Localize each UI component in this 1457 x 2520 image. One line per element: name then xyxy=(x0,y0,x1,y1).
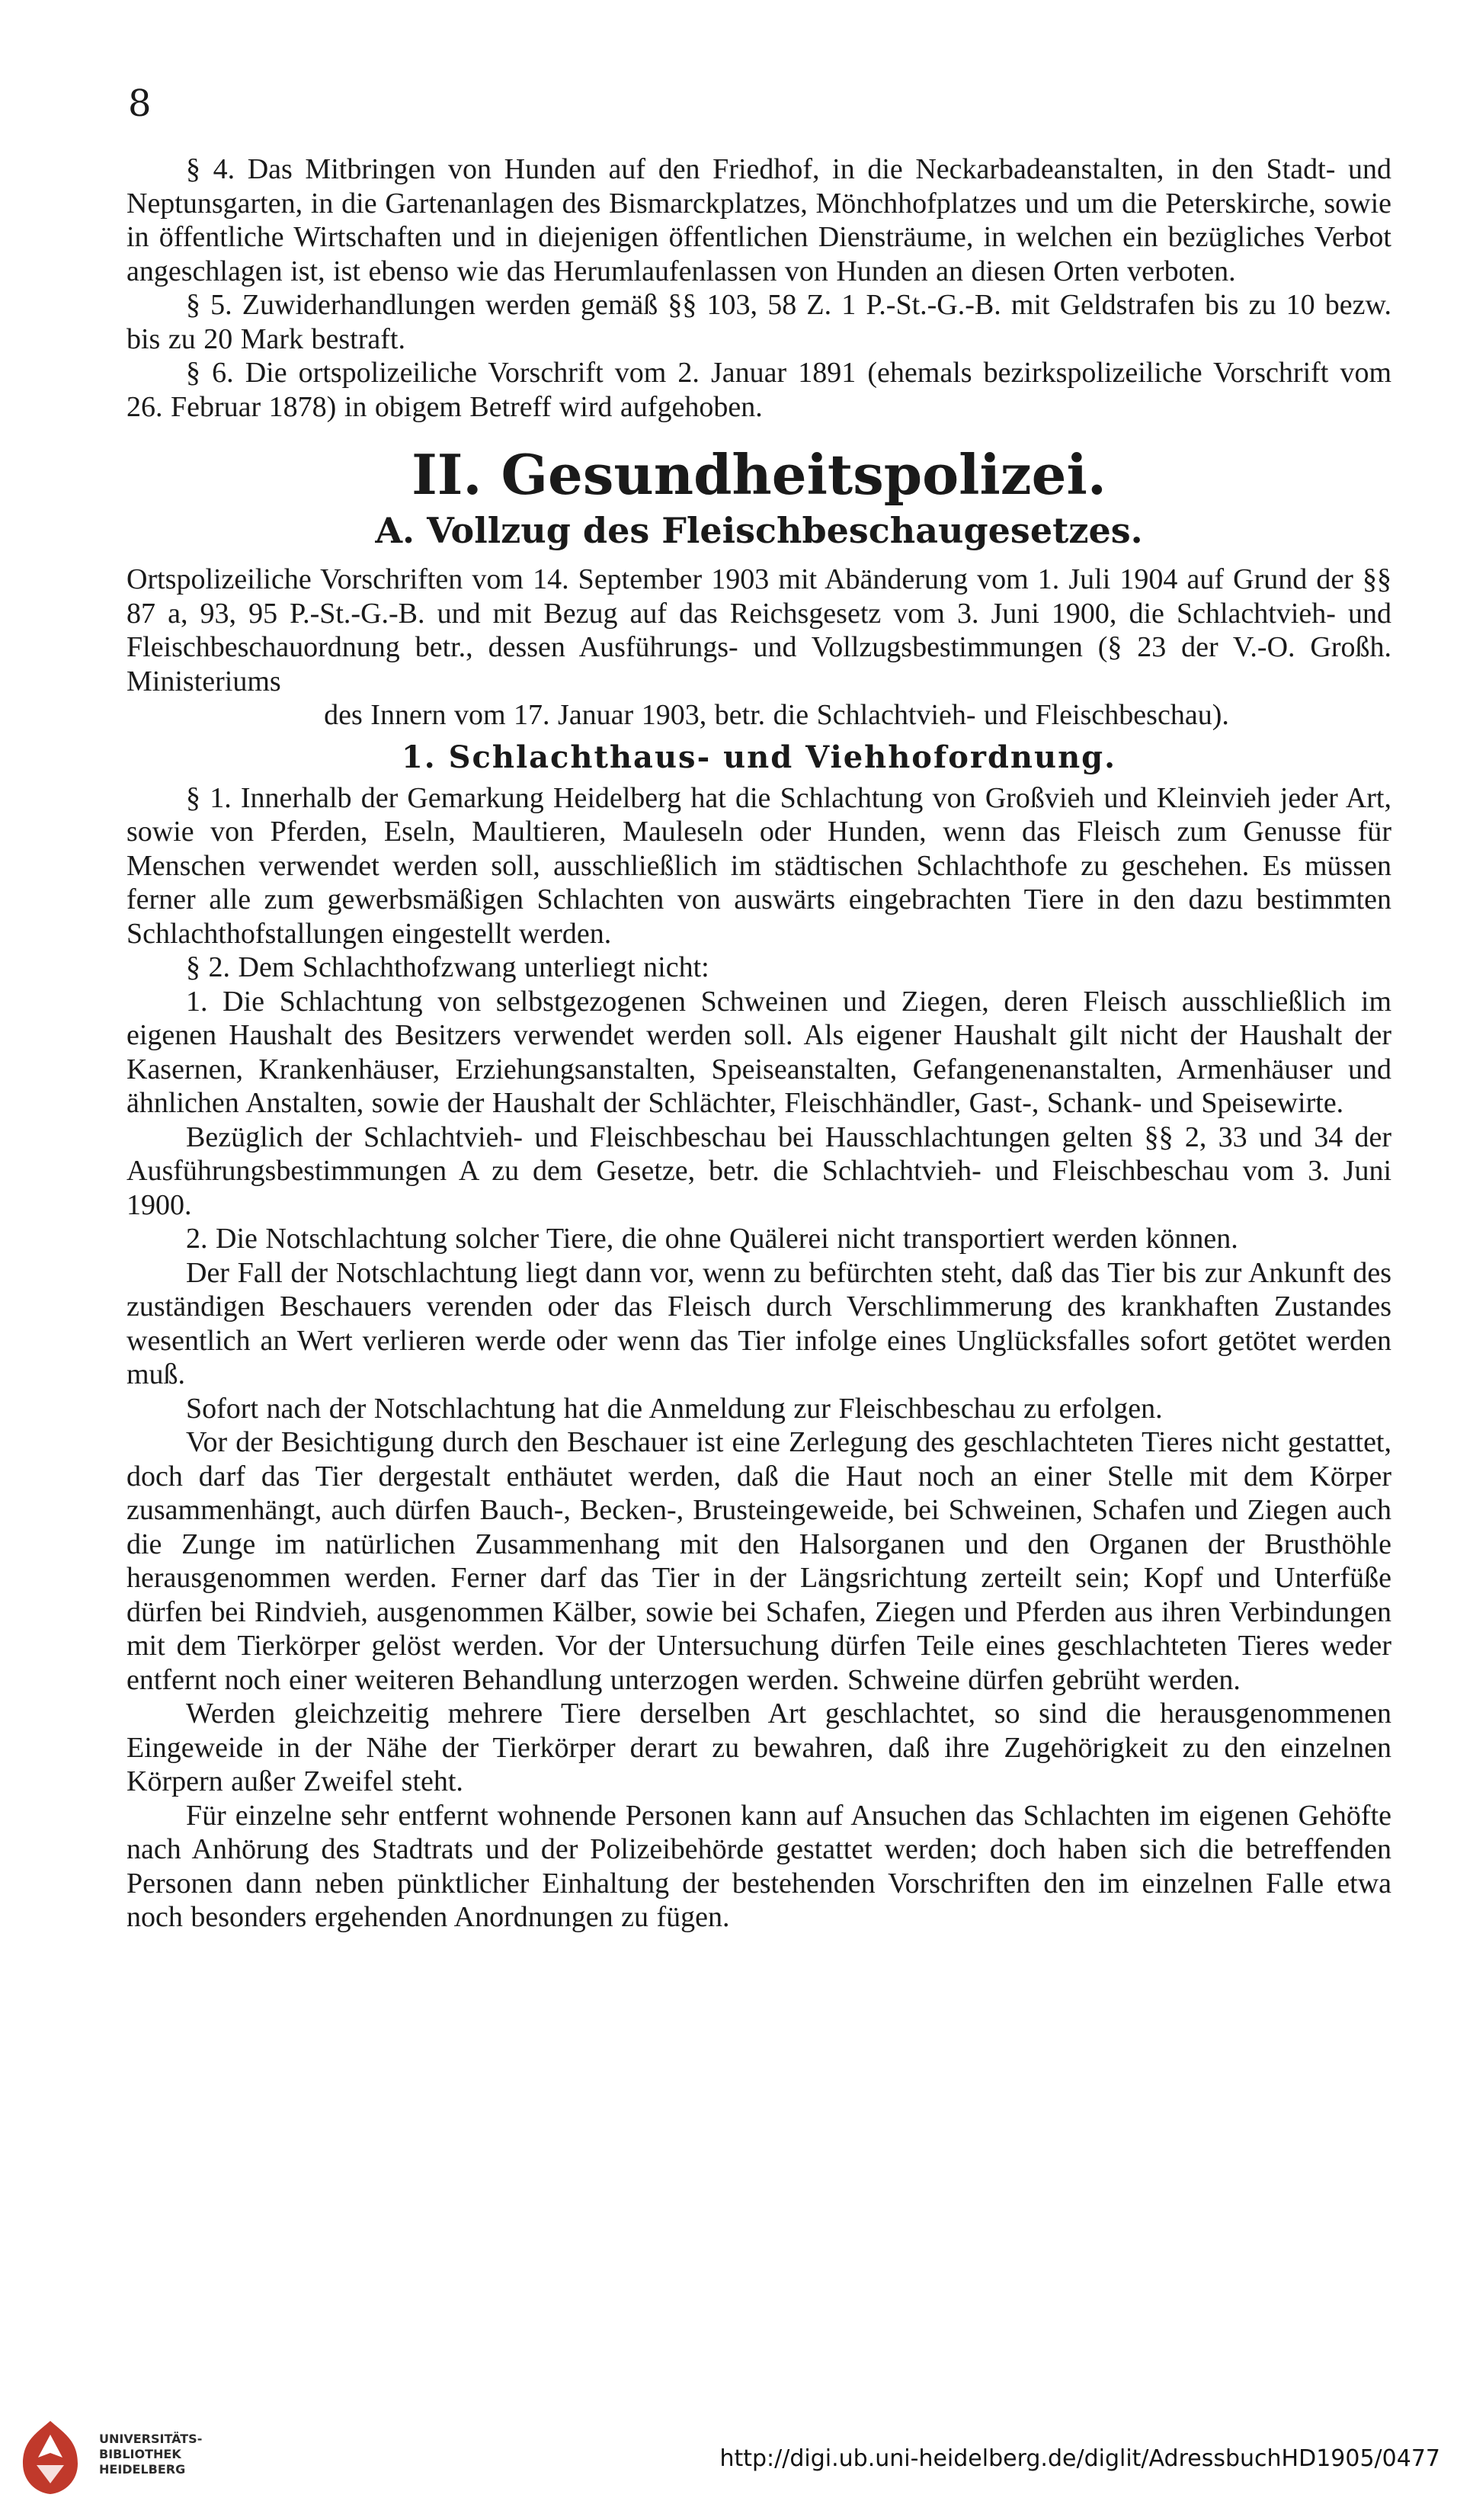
heading-main: II. Gesundheitspolizei. xyxy=(411,442,1106,507)
paragraph-section-4: § 4. Das Mitbringen von Hunden auf den Friedhof, in die Neckarbadeanstalten, in den Stadt- und Neptunsgarten, in die Gartenanlagen des Bismarckplatzes, Mönchhofplatzes und um die Peterskirche, sowie in öffentliche Wirtschaften und in diejenigen öffentlichen Diensträume, in welchen ein bezügliches Verbot angeschlagen ist, ist ebenso wie das Herumlaufenlassen von Hunden an diesen Orten verboten. xyxy=(126,153,1391,287)
heading-sub: A. Vollzug des Fleischbeschaugesetzes. xyxy=(375,510,1143,551)
library-name xyxy=(99,2432,202,2477)
intro-paragraph: Ortspolizeiliche Vorschriften vom 14. September 1903 mit Abänderung vom 1. Juli 1904 auf Grund der §§ 87 a, 93, 95 P.-St.-G.-B. und mit Bezug auf das Reichsgesetz vom 3. Juni 1900, die Schlachtvieh- und Fleischbeschauordnung betr., dessen Ausführungs- und Vollzugsbestimmungen (§ 23 der V.-O. Großh. Ministeriums xyxy=(126,563,1391,697)
source-url[interactable]: http://digi.ub.uni-heidelberg.de/diglit/AdressbuchHD1905/0477 xyxy=(719,2445,1440,2472)
university-seal-icon xyxy=(15,2418,85,2497)
heading-section: 1. Schlachthaus- und Viehhofordnung. xyxy=(401,739,1117,775)
body-paragraph-6: Der Fall der Notschlachtung liegt dann vor, wenn zu befürchten steht, daß das Tier bis zur Ankunft des zuständigen Beschauers verenden oder das Fleisch durch Verschlimmerung des krankhaften Zustandes wesentlich an Wert verlieren werde oder wenn das Tier infolge eines Unglücksfalles sofort getötet werden muß. xyxy=(126,1256,1391,1390)
library-name-line-2: BIBLIOTHEK xyxy=(99,2447,181,2461)
body-paragraph-3: 1. Die Schlachtung von selbstgezogenen Schweinen und Ziegen, deren Fleisch ausschließlich im eigenen Haushalt des Besitzers verwendet werden soll. Als eigener Haushalt gilt nicht der Haushalt der Kasernen, Krankenhäuser, Erziehungsanstalten, Speiseanstalten, Gefangenenanstalten, Armenhäuser und ähnlichen Anstalten, sowie der Haushalt der Schlächter, Fleischhändler, Gast-, Schank- und Speisewirte. xyxy=(126,985,1391,1119)
library-name-line-3: HEIDELBERG xyxy=(99,2462,186,2477)
page-content xyxy=(126,152,1391,1935)
paragraph-section-6: § 6. Die ortspolizeiliche Vorschrift vom 2. Januar 1891 (ehemals bezirkspolizeiliche Vorschrift vom 26. Februar 1878) in obigem Betreff wird aufgehoben. xyxy=(126,357,1391,423)
body-paragraph-5: 2. Die Notschlachtung solcher Tiere, die ohne Quälerei nicht transportiert werden können. xyxy=(186,1223,1238,1255)
library-name-line-1: UNIVERSITÄTS- xyxy=(99,2432,203,2446)
body-paragraph-8: Vor der Besichtigung durch den Beschauer ist eine Zerlegung des geschlachteten Tieres nicht gestattet, doch darf das Tier dergestalt enthäutet werden, daß die Haut noch an einer Stelle mit dem Körper zusammenhängt, auch dürfen Bauch-, Becken-, Brusteingeweide, bei Schweinen, Schafen und Ziegen auch die Zunge im natürlichen Zusammenhang mit den Halsorganen und den Organen der Brusthöhle herausgenommen werden. Ferner darf das Tier in der Längsrichtung zerteilt sein; Kopf und Unterfüße dürfen bei Rindvieh, ausgenommen Kälber, sowie bei Schafen, Ziegen und Pferden aus ihren Verbindungen mit dem Tierkörper gelöst werden. Vor der Untersuchung dürfen Teile eines geschlachteten Tieres weder entfernt noch einer weiteren Behandlung unterzogen werden. Schweine dürfen gebrüht werden. xyxy=(126,1426,1391,1696)
body-paragraph-7: Sofort nach der Notschlachtung hat die Anmeldung zur Fleischbeschau zu erfolgen. xyxy=(186,1392,1163,1425)
page-number: 8 xyxy=(128,82,152,125)
footer xyxy=(0,2401,1457,2520)
body-paragraph-10: Für einzelne sehr entfernt wohnende Personen kann auf Ansuchen das Schlachten im eigenen Gehöfte nach Anhörung des Stadtrats und der Polizeibehörde gestattet werden; doch haben sich die betreffenden Personen dann neben pünktlicher Einhaltung der bestehenden Vorschriften den im einzelnen Falle etwa noch besonders ergehenden Anordnungen zu fügen. xyxy=(126,1799,1391,1933)
body-paragraph-4: Bezüglich der Schlachtvieh- und Fleischbeschau bei Hausschlachtungen gelten §§ 2, 33 und 34 der Ausführungsbestimmungen A zu dem Gesetze, betr. die Schlachtvieh- und Fleischbeschau vom 3. Juni 1900. xyxy=(126,1121,1391,1221)
paragraph-section-5: § 5. Zuwiderhandlungen werden gemäß §§ 103, 58 Z. 1 P.-St.-G.-B. mit Geldstrafen bis zu 10 bezw. bis zu 20 Mark bestraft. xyxy=(126,289,1391,355)
body-paragraph-2: § 2. Dem Schlachthofzwang unterliegt nicht: xyxy=(186,951,709,983)
body-paragraph-1: § 1. Innerhalb der Gemarkung Heidelberg hat die Schlachtung von Großvieh und Kleinvieh jeder Art, sowie von Pferden, Eseln, Maultieren, Mauleseln oder Hunden, wenn das Fleisch zum Genusse für Menschen verwendet werden soll, ausschließlich im städtischen Schlachthofe zu geschehen. Es müssen ferner alle zum gewerbsmäßigen Schlachten von auswärts eingebrachten Tiere in den dazu bestimmten Schlachthofstallungen eingestellt werden. xyxy=(126,781,1391,950)
body-paragraph-9: Werden gleichzeitig mehrere Tiere derselben Art geschlachtet, so sind die herausgenommenen Eingeweide in der Nähe der Tierkörper derart zu bewahren, daß ihre Zugehörigkeit zu den einzelnen Körpern außer Zweifel steht. xyxy=(126,1698,1391,1797)
intro-paragraph-end: des Innern vom 17. Januar 1903, betr. die Schlachtvieh- und Fleischbeschau). xyxy=(324,699,1229,731)
